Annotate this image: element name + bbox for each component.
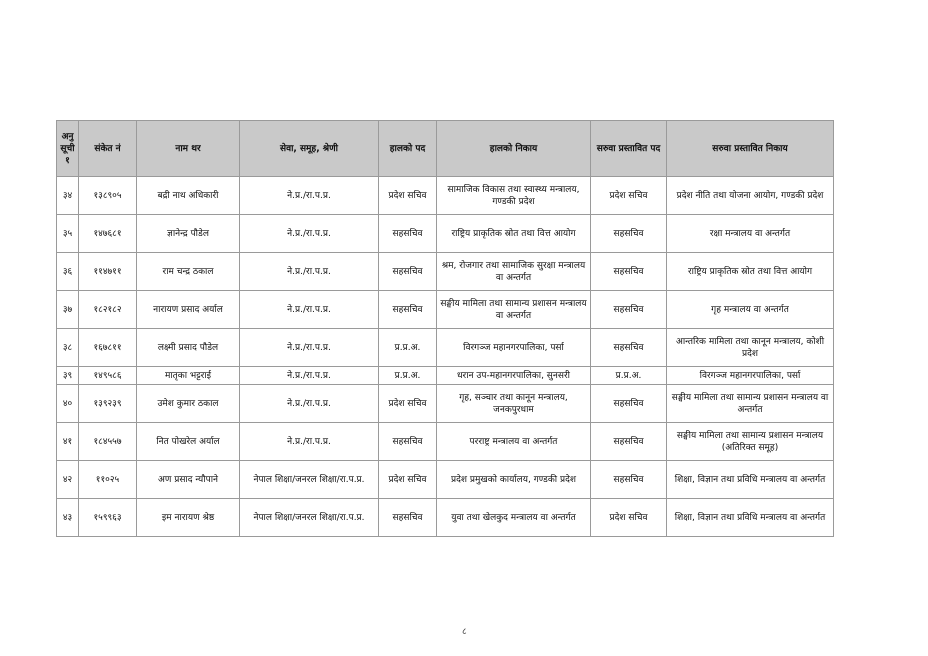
cell-proposed-office: गृह मन्त्रालय वा अन्तर्गत: [667, 291, 834, 329]
cell-service: ने.प्र./रा.प.प्र.: [240, 385, 379, 423]
cell-proposed-post: प्रदेश सचिव: [591, 499, 667, 537]
cell-current-office: सामाजिक विकास तथा स्वास्थ्य मन्त्रालय, गण्डकी प्रदेश: [437, 177, 591, 215]
cell-proposed-office: रक्षा मन्त्रालय वा अन्तर्गत: [667, 215, 834, 253]
cell-proposed-office: आन्तरिक मामिला तथा कानून मन्त्रालय, कोशी प्रदेश: [667, 329, 834, 367]
cell-current-office: श्रम, रोजगार तथा सामाजिक सुरक्षा मन्त्रालय वा अन्तर्गत: [437, 253, 591, 291]
cell-serial: ३५: [57, 215, 79, 253]
cell-proposed-post: प्रदेश सचिव: [591, 177, 667, 215]
table-row: [57, 367, 834, 385]
cell-code: १८४५५७: [79, 423, 137, 461]
cell-name: इम नारायण श्रेष्ठ: [137, 499, 240, 537]
cell-name: नित पोखरेल अर्याल: [137, 423, 240, 461]
cell-name: बद्री नाथ अधिकारी: [137, 177, 240, 215]
cell-proposed-office: सङ्घीय मामिला तथा सामान्य प्रशासन मन्त्रालय वा अन्तर्गत: [667, 385, 834, 423]
cell-code: १३८९०५: [79, 177, 137, 215]
cell-code: १५९९६३: [79, 499, 137, 537]
col-code: संकेत नं: [79, 121, 137, 177]
cell-code: ११४७११: [79, 253, 137, 291]
cell-name: राम चन्द्र ठकाल: [137, 253, 240, 291]
header-row: [57, 121, 834, 177]
col-current-post: हालको पद: [379, 121, 437, 177]
cell-current-office: सङ्घीय मामिला तथा सामान्य प्रशासन मन्त्रालय वा अन्तर्गत: [437, 291, 591, 329]
cell-current-post: सहसचिव: [379, 215, 437, 253]
cell-code: १६७८११: [79, 329, 137, 367]
cell-proposed-post: प्र.प्र.अ.: [591, 367, 667, 385]
cell-proposed-post: सहसचिव: [591, 385, 667, 423]
cell-serial: ३७: [57, 291, 79, 329]
col-name: नाम थर: [137, 121, 240, 177]
table-row: [57, 253, 834, 291]
cell-current-office: धरान उप-महानगरपालिका, सुनसरी: [437, 367, 591, 385]
cell-current-post: प्रदेश सचिव: [379, 461, 437, 499]
cell-current-post: सहसचिव: [379, 253, 437, 291]
cell-proposed-office: प्रदेश नीति तथा योजना आयोग, गण्डकी प्रदेश: [667, 177, 834, 215]
transfer-table: [56, 120, 834, 537]
cell-service: नेपाल शिक्षा/जनरल शिक्षा/रा.प.प्र.: [240, 499, 379, 537]
table-row: [57, 177, 834, 215]
cell-current-office: विरगञ्ज महानगरपालिका, पर्सा: [437, 329, 591, 367]
cell-service: ने.प्र./रा.प.प्र.: [240, 215, 379, 253]
col-current-office: हालको निकाय: [437, 121, 591, 177]
cell-current-office: गृह, सञ्चार तथा कानून मन्त्रालय, जनकपुरधाम: [437, 385, 591, 423]
cell-proposed-post: सहसचिव: [591, 329, 667, 367]
cell-current-post: सहसचिव: [379, 423, 437, 461]
cell-proposed-post: सहसचिव: [591, 423, 667, 461]
cell-current-office: परराष्ट्र मन्त्रालय वा अन्तर्गत: [437, 423, 591, 461]
col-service: सेवा, समूह, श्रेणी: [240, 121, 379, 177]
cell-proposed-office: सङ्घीय मामिला तथा सामान्य प्रशासन मन्त्रालय (अतिरिक्त समूह): [667, 423, 834, 461]
cell-code: १४७६८१: [79, 215, 137, 253]
cell-name: मातृका भट्टराई: [137, 367, 240, 385]
cell-proposed-post: सहसचिव: [591, 291, 667, 329]
cell-code: ११०२५: [79, 461, 137, 499]
cell-current-post: प्र.प्र.अ.: [379, 367, 437, 385]
page-number: ८: [462, 627, 467, 637]
cell-serial: ४०: [57, 385, 79, 423]
cell-name: उमेश कुमार ठकाल: [137, 385, 240, 423]
cell-current-post: प्रदेश सचिव: [379, 177, 437, 215]
cell-proposed-post: सहसचिव: [591, 215, 667, 253]
cell-proposed-post: सहसचिव: [591, 253, 667, 291]
cell-service: ने.प्र./रा.प.प्र.: [240, 367, 379, 385]
cell-serial: ४१: [57, 423, 79, 461]
cell-serial: ४२: [57, 461, 79, 499]
cell-service: नेपाल शिक्षा/जनरल शिक्षा/रा.प.प्र.: [240, 461, 379, 499]
cell-serial: ३८: [57, 329, 79, 367]
cell-name: लक्ष्मी प्रसाद पौडेल: [137, 329, 240, 367]
cell-current-post: प्र.प्र.अ.: [379, 329, 437, 367]
cell-proposed-office: राष्ट्रिय प्राकृतिक स्रोत तथा वित्त आयोग: [667, 253, 834, 291]
table-row: [57, 291, 834, 329]
cell-serial: ३६: [57, 253, 79, 291]
table-row: [57, 461, 834, 499]
cell-service: ने.प्र./रा.प.प्र.: [240, 177, 379, 215]
cell-code: १३९२३९: [79, 385, 137, 423]
table-row: [57, 423, 834, 461]
cell-proposed-office: विरगञ्ज महानगरपालिका, पर्सा: [667, 367, 834, 385]
table-row: [57, 215, 834, 253]
table-row: [57, 329, 834, 367]
table-row: [57, 385, 834, 423]
col-proposed-office: सरुवा प्रस्तावित निकाय: [667, 121, 834, 177]
cell-name: नारायण प्रसाद अर्याल: [137, 291, 240, 329]
cell-name: ज्ञानेन्द्र पौडेल: [137, 215, 240, 253]
cell-service: ने.प्र./रा.प.प्र.: [240, 253, 379, 291]
cell-code: १४९५८६: [79, 367, 137, 385]
cell-current-office: राष्ट्रिय प्राकृतिक स्रोत तथा वित्त आयोग: [437, 215, 591, 253]
cell-current-post: प्रदेश सचिव: [379, 385, 437, 423]
cell-serial: ३४: [57, 177, 79, 215]
col-proposed-post: सरुवा प्रस्तावित पद: [591, 121, 667, 177]
cell-name: अण प्रसाद न्यौपाने: [137, 461, 240, 499]
cell-proposed-office: शिक्षा, विज्ञान तथा प्रविधि मन्त्रालय वा अन्तर्गत: [667, 499, 834, 537]
cell-serial: ३९: [57, 367, 79, 385]
cell-current-post: सहसचिव: [379, 291, 437, 329]
cell-proposed-post: सहसचिव: [591, 461, 667, 499]
cell-proposed-office: शिक्षा, विज्ञान तथा प्रविधि मन्त्रालय वा अन्तर्गत: [667, 461, 834, 499]
cell-current-office: युवा तथा खेलकुद मन्त्रालय वा अन्तर्गत: [437, 499, 591, 537]
table-row: [57, 499, 834, 537]
col-serial: अनु सूची १: [57, 121, 79, 177]
cell-service: ने.प्र./रा.प.प्र.: [240, 329, 379, 367]
cell-code: १८२१८२: [79, 291, 137, 329]
cell-serial: ४३: [57, 499, 79, 537]
cell-current-office: प्रदेश प्रमुखको कार्यालय, गण्डकी प्रदेश: [437, 461, 591, 499]
cell-service: ने.प्र./रा.प.प्र.: [240, 423, 379, 461]
cell-current-post: सहसचिव: [379, 499, 437, 537]
cell-service: ने.प्र./रा.प.प्र.: [240, 291, 379, 329]
